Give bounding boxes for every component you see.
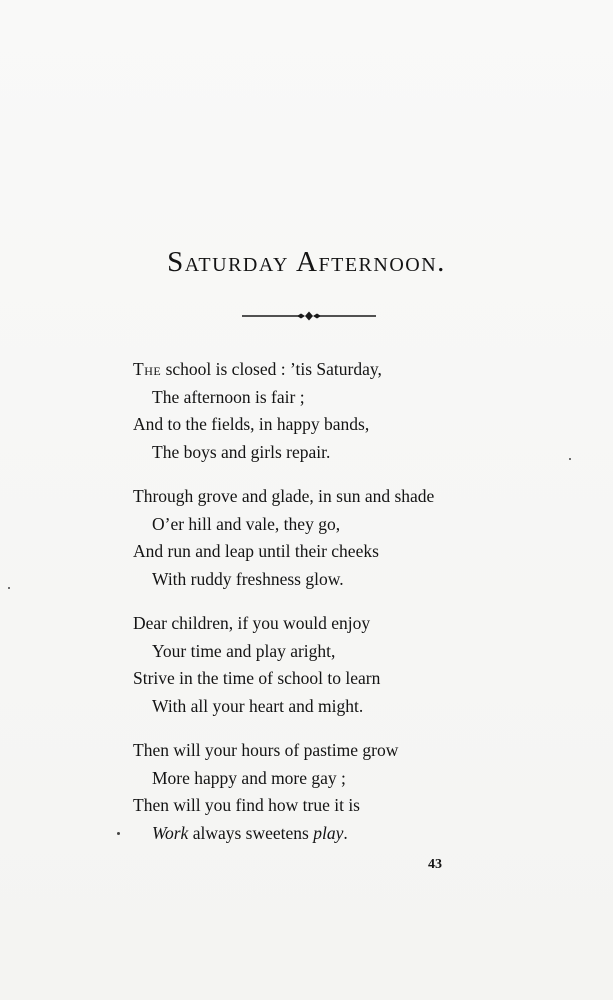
line-end-punctuation: . bbox=[343, 822, 348, 843]
poem-line: And to the fields, in happy bands, bbox=[133, 414, 370, 434]
page-number: 43 bbox=[428, 857, 442, 872]
poem-body bbox=[0, 356, 613, 864]
poem-line: Through grove and glade, in sun and shade bbox=[133, 486, 435, 506]
drop-word: The bbox=[133, 359, 162, 379]
poem-line: The afternoon is fair ; bbox=[152, 386, 305, 407]
poem-line: With ruddy freshness glow. bbox=[152, 568, 344, 589]
ink-speck bbox=[569, 458, 571, 460]
poem-line: More happy and more gay ; bbox=[152, 767, 346, 788]
poem-title: Saturday Afternoon. bbox=[167, 246, 446, 278]
poem-line: Your time and play aright, bbox=[152, 640, 336, 661]
poem-line bbox=[0, 356, 613, 384]
stanza-1 bbox=[0, 356, 613, 466]
poem-line: Then will you find how true it is bbox=[133, 795, 360, 815]
poem-line: The boys and girls repair. bbox=[152, 441, 331, 462]
line-text: school is closed : ’tis Saturday, bbox=[161, 359, 382, 379]
stanza-4 bbox=[0, 737, 613, 847]
ink-speck bbox=[8, 587, 10, 589]
poem-line: Dear children, if you would enjoy bbox=[133, 613, 371, 633]
poem-line bbox=[0, 820, 613, 848]
italic-word-work: Work bbox=[152, 822, 189, 843]
italic-word-play: play bbox=[313, 822, 344, 843]
stanza-2 bbox=[0, 483, 613, 593]
line-text: always sweetens bbox=[188, 822, 314, 843]
stanza-3 bbox=[0, 610, 613, 720]
poem-line: O’er hill and vale, they go, bbox=[152, 513, 341, 534]
ornament-divider-icon bbox=[242, 309, 376, 323]
poem-line: Strive in the time of school to learn bbox=[133, 668, 381, 688]
poem-line: With all your heart and might. bbox=[152, 695, 364, 716]
poem-line: Then will your hours of pastime grow bbox=[133, 740, 399, 760]
ink-speck bbox=[117, 832, 120, 835]
poem-line: And run and leap until their cheeks bbox=[133, 541, 379, 561]
